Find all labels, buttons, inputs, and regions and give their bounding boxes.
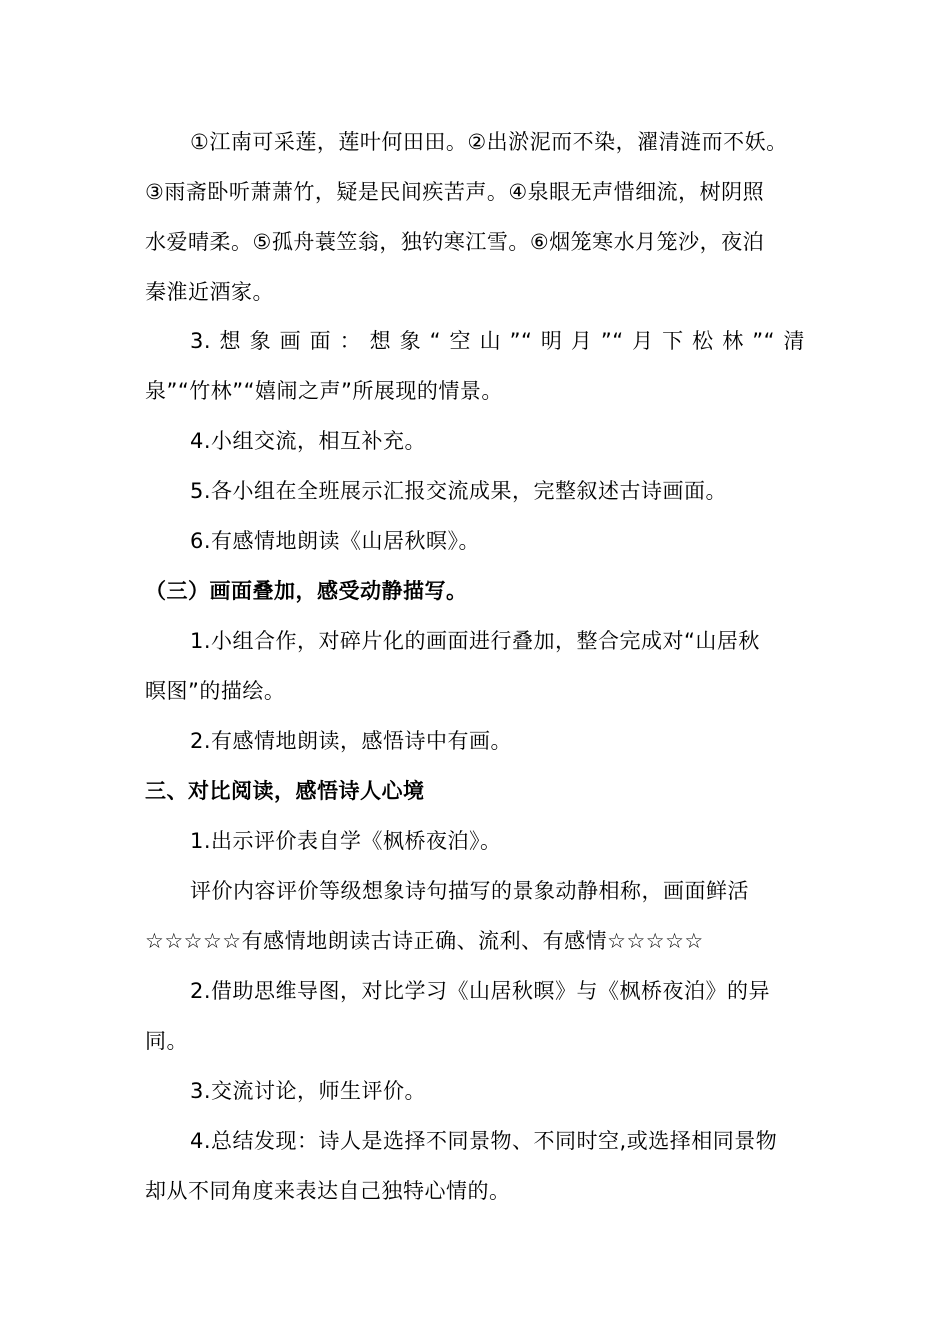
overlay-step-1-line-2: 暝图”的描绘。 xyxy=(145,679,286,703)
section-heading-overlay: （三）画面叠加，感受动静描写。 xyxy=(145,579,468,603)
step-6-read-aloud: 6.有感情地朗读《山居秋暝》。 xyxy=(190,529,481,553)
compare-step-2-line-2: 同。 xyxy=(145,1029,188,1053)
overlay-step-1-line-1: 1.小组合作，对碎片化的画面进行叠加，整合完成对“山居秋 xyxy=(190,629,760,653)
evaluation-table-line-1: 评价内容评价等级想象诗句描写的景象动静相称，画面鲜活 xyxy=(190,879,749,903)
compare-step-4-line-2: 却从不同角度来表达自己独特心情的。 xyxy=(145,1179,511,1203)
poem-examples-line-4: 秦淮近酒家。 xyxy=(145,280,274,304)
step-3-imagine-line-1: 3.想象画面：想象“空山”“明月”“月下松林”“清 xyxy=(190,329,805,353)
compare-step-1: 1.出示评价表自学《枫桥夜泊》。 xyxy=(190,829,502,853)
compare-step-3: 3.交流讨论，师生评价。 xyxy=(190,1079,427,1103)
compare-step-4-line-1: 4.总结发现：诗人是选择不同景物、不同时空,或选择相同景物 xyxy=(190,1129,778,1153)
poem-examples-line-2: ③雨斋卧听萧萧竹，疑是民间疾苦声。④泉眼无声惜细流，树阴照 xyxy=(145,180,765,204)
overlay-step-2: 2.有感情地朗读，感悟诗中有画。 xyxy=(190,729,513,753)
step-4-group-exchange: 4.小组交流，相互补充。 xyxy=(190,429,427,453)
section-heading-compare: 三、对比阅读，感悟诗人心境 xyxy=(145,779,425,803)
evaluation-table-line-2: ☆☆☆☆☆有感情地朗读古诗正确、流利、有感情☆☆☆☆☆ xyxy=(145,929,704,953)
compare-step-2-line-1: 2.借助思维导图，对比学习《山居秋暝》与《枫桥夜泊》的异 xyxy=(190,979,771,1003)
step-5-class-report: 5.各小组在全班展示汇报交流成果，完整叙述古诗画面。 xyxy=(190,479,728,503)
poem-examples-line-1: ①江南可采莲，莲叶何田田。②出淤泥而不染，濯清涟而不妖。 xyxy=(190,130,788,154)
step-3-imagine-line-2: 泉”“竹林”“嬉闹之声”所展现的情景。 xyxy=(145,379,503,403)
poem-examples-line-3: 水爱晴柔。⑤孤舟蓑笠翁，独钓寒江雪。⑥烟笼寒水月笼沙，夜泊 xyxy=(145,230,765,254)
